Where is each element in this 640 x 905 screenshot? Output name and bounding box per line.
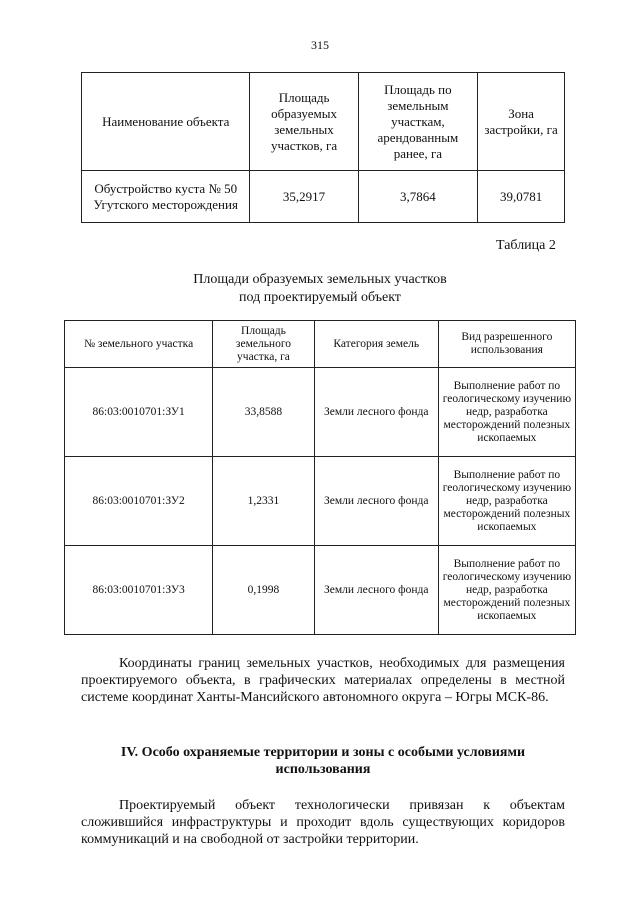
- cell-plot-area: 0,1998: [213, 546, 314, 635]
- cell-plot-number: 86:03:0010701:ЗУ1: [65, 368, 213, 457]
- objects-area-table: [81, 72, 565, 223]
- table-label: Таблица 2: [496, 238, 556, 253]
- header-leased-area: Площадь по земельным участкам, арендованным ранее, га: [358, 73, 478, 171]
- header-land-category: Категория земель: [314, 321, 438, 368]
- cell-plot-number: 86:03:0010701:ЗУ2: [65, 457, 213, 546]
- table-header-row: [82, 73, 565, 171]
- coordinates-paragraph: Координаты границ земельных участков, необходимых для размещения проектируемого объекта, в графических материалах определены в местной системе координат Ханты-Мансийского автономного округа – Югры МСК-86.: [81, 656, 565, 705]
- cell-permitted-use: Выполнение работ по геологическому изучению недр, разработка месторождений полезных ископаемых: [438, 457, 575, 546]
- land-plots-table: [64, 320, 576, 635]
- table-title-line: Площади образуемых земельных участков: [193, 272, 447, 287]
- table-header-row: [65, 321, 576, 368]
- infrastructure-paragraph: Проектируемый объект технологически привязан к объектам сложившийся инфраструктуры и проходит вдоль существующих коридоров коммуникаций и на свободной от застройки территории.: [81, 798, 565, 847]
- cell-object-name: Обустройство куста № 50 Угутского месторождения: [82, 171, 250, 223]
- cell-plot-area: 33,8588: [213, 368, 314, 457]
- cell-leased-area: 3,7864: [358, 171, 478, 223]
- header-building-zone: Зона застройки, га: [478, 73, 565, 171]
- page-number: 315: [311, 38, 329, 52]
- cell-land-category: Земли лесного фонда: [314, 546, 438, 635]
- table-title: [0, 271, 640, 307]
- cell-building-zone: 39,0781: [478, 171, 565, 223]
- table-row: [82, 171, 565, 223]
- table-row: [65, 457, 576, 546]
- header-formed-area: Площадь образуемых земельных участков, га: [250, 73, 358, 171]
- header-object-name: Наименование объекта: [82, 73, 250, 171]
- cell-land-category: Земли лесного фонда: [314, 368, 438, 457]
- cell-permitted-use: Выполнение работ по геологическому изучению недр, разработка месторождений полезных ископаемых: [438, 546, 575, 635]
- cell-land-category: Земли лесного фонда: [314, 457, 438, 546]
- header-permitted-use: Вид разрешенного использования: [438, 321, 575, 368]
- header-plot-number: № земельного участка: [65, 321, 213, 368]
- cell-formed-area: 35,2917: [250, 171, 358, 223]
- header-plot-area: Площадь земельного участка, га: [213, 321, 314, 368]
- table-row: [65, 368, 576, 457]
- cell-plot-number: 86:03:0010701:ЗУ3: [65, 546, 213, 635]
- table-title-line: под проектируемый объект: [239, 290, 401, 305]
- cell-permitted-use: Выполнение работ по геологическому изучению недр, разработка месторождений полезных ископаемых: [438, 368, 575, 457]
- section-heading: IV. Особо охраняемые территории и зоны с особыми условиями использования: [120, 745, 526, 777]
- table-row: [65, 546, 576, 635]
- cell-plot-area: 1,2331: [213, 457, 314, 546]
